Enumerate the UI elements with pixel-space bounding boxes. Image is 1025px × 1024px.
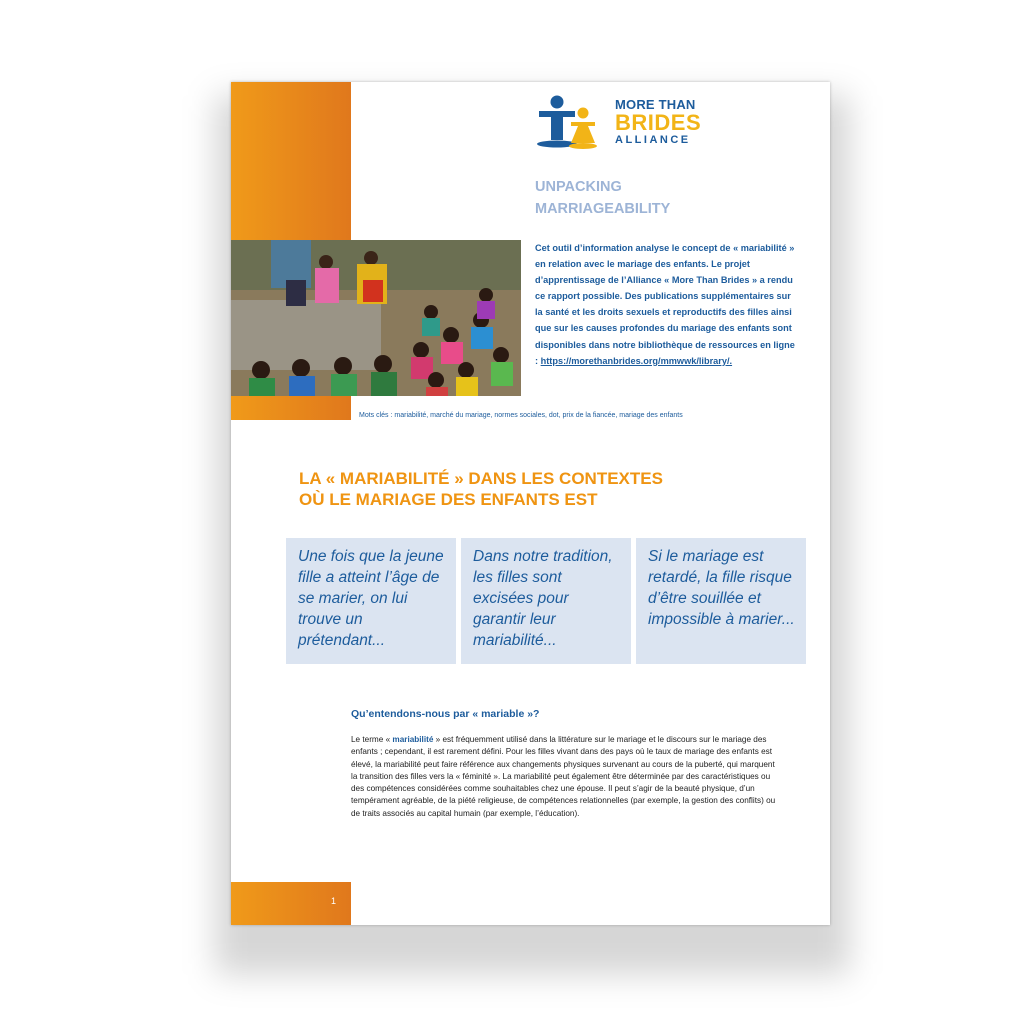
more-than-brides-logo xyxy=(535,94,705,154)
title-line-2: MARRIAGEABILITY xyxy=(535,201,671,217)
body-text-before: Le terme « xyxy=(351,735,393,744)
body-text-after: » est fréquemment utilisé dans la littérature sur le mariage et le discours sur le mariage des enfants ; cependant, il est rarement défini. Pour les filles vivant dans des pays où le taux de mariage des enfants est élevé, la mariabilité peut faire référence aux changements physiques survenant au cours de la puberté, qui marquent la transition des filles vers la « féminité ». La mariabilité peut également être déterminée par des caractéristiques ou des compétences considérées comme souhaitables chez une épouse. Il peut s’agir de la beauté physique, d’un tempérament agréable, de la piété religieuse, de compétences relationnelles (par exemple, la gestion des conflits) ou de traits associés au capital humain (par exemple, l’éducation). xyxy=(351,735,776,818)
logo-text-brides: BRIDES xyxy=(615,110,702,135)
section-heading-line-2: OÙ LE MARIAGE DES ENFANTS EST xyxy=(299,490,598,509)
document-page xyxy=(231,82,830,925)
page-number: 1 xyxy=(331,896,337,906)
body-paragraph xyxy=(351,734,781,820)
section-heading xyxy=(299,468,759,510)
photo-girls-seated-outdoors xyxy=(231,240,521,396)
intro-paragraph xyxy=(535,240,797,369)
group-photo xyxy=(231,240,521,396)
keywords-line: Mots clés : mariabilité, marché du mariage, normes sociales, dot, prix de la fiancée, mariage des enfants xyxy=(359,412,683,419)
quote-box-2: Dans notre tradition, les filles sont excisées pour garantir leur mariabilité... xyxy=(461,538,631,664)
logo-text-more-than: MORE THAN xyxy=(615,97,696,112)
document-title xyxy=(535,176,805,220)
quote-box-1: Une fois que la jeune fille a atteint l’âge de se marier, on lui trouve un prétendant... xyxy=(286,538,456,664)
section-heading-line-1: LA « MARIABILITÉ » DANS LES CONTEXTES xyxy=(299,469,663,488)
intro-text: Cet outil d’information analyse le concept de « mariabilité » en relation avec le mariage des enfants. Le projet d’apprentissage de l’Alliance « More Than Brides » a rendu ce rapport possible. Des publications supplémentaires sur la santé et les droits sexuels et reproductifs des filles ainsi que sur les causes profondes du mariage des enfants sont disponibles dans notre bibliothèque de ressources en ligne : xyxy=(535,243,795,366)
qa-heading: Qu’entendons-nous par « mariable »? xyxy=(351,708,540,720)
alliance-figures-icon xyxy=(535,94,615,154)
highlighted-term: mariabilité xyxy=(392,735,434,744)
quote-box-3: Si le mariage est retardé, la fille risque d’être souillée et impossible à marier... xyxy=(636,538,806,664)
library-link[interactable]: https://morethanbrides.org/mmwwk/library/. xyxy=(540,355,733,366)
title-line-1: UNPACKING xyxy=(535,179,622,195)
logo-text-alliance: ALLIANCE xyxy=(615,134,691,146)
